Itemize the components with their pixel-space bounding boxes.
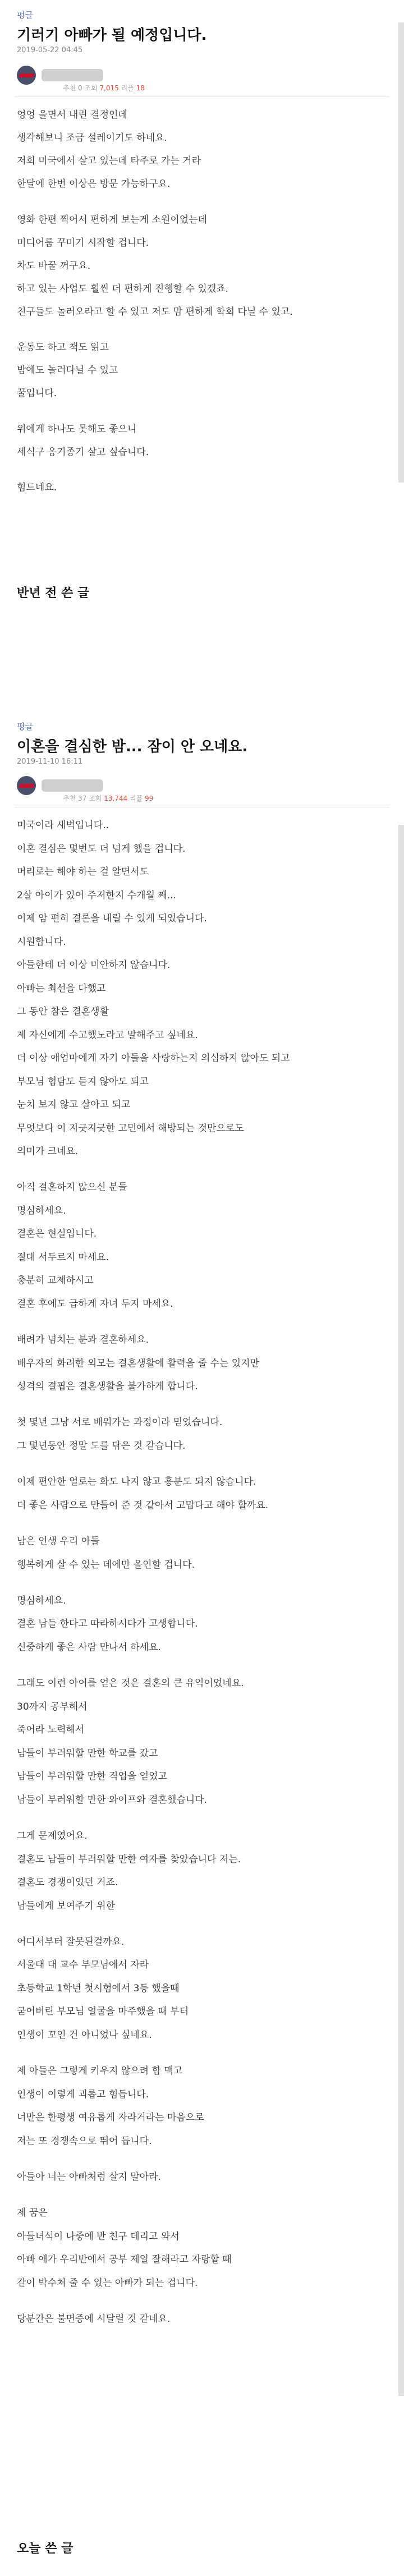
- body-line: 굳어버린 부모님 얼굴을 마주했을 때 부터: [17, 2006, 189, 2018]
- body-line: 아직 결혼하지 않으신 분들: [17, 1182, 127, 1193]
- body-line: 차도 바꿀 꺼구요.: [17, 260, 91, 272]
- body-line: 그게 문제였어요.: [17, 1830, 88, 1842]
- body-line: 제 아들은 그렇게 키우지 않으려 합 맥고: [17, 2065, 183, 2077]
- body-line: 결혼 남들 한다고 따라하시다가 고생합니다.: [17, 1618, 198, 1630]
- body-line: 명심하세요.: [17, 1595, 66, 1606]
- body-line: 하고 있는 사업도 훨씬 더 편하게 진행할 수 있겠죠.: [17, 283, 229, 295]
- comment-count: 18: [136, 84, 145, 92]
- body-line: 서울대 대 교수 부모님에서 자라: [17, 1959, 149, 1971]
- body-line: 남은 인생 우리 아들: [17, 1536, 100, 1548]
- body-line: 눈치 보지 않고 살아고 되고: [17, 1099, 131, 1110]
- body-line: 어디서부터 잘못된걸까요.: [17, 1936, 125, 1948]
- body-line: 제 꿈은: [17, 2207, 48, 2219]
- post-title: 기러기 아빠가 될 예정입니다.: [17, 27, 207, 44]
- body-line: 그 몇년동안 정말 도를 닦은 것 같습니다.: [17, 1440, 186, 1452]
- body-line: 2살 아이가 있어 주저한지 수개월 째...: [17, 889, 176, 901]
- body-line: 아빠는 최선을 다했고: [17, 982, 106, 994]
- body-line: 위에게 하나도 못해도 좋으니: [17, 423, 137, 435]
- body-line: 인생이 이렇게 괴롭고 힘듭니다.: [17, 2088, 149, 2100]
- comment-count: 99: [144, 795, 154, 802]
- body-line: 힘드네요.: [17, 482, 57, 494]
- body-line: 더 좋은 사람으로 만들어 준 것 같아서 고맙다고 해야 할까요.: [17, 1499, 269, 1511]
- body-line: 아들아 너는 아빠처럼 살지 말아라.: [17, 2171, 161, 2183]
- masked-author-name: [42, 779, 103, 792]
- body-line: 부모님 험담도 듣지 않아도 되고: [17, 1076, 149, 1087]
- body-line: 밤에도 놀러다닐 수 있고: [17, 365, 118, 376]
- body-line: 너만은 한평생 여유롭게 자라거라는 마음으로: [17, 2112, 204, 2124]
- body-line: 친구들도 놀러오라고 할 수 있고 저도 맘 편하게 학회 다닐 수 있고.: [17, 306, 293, 318]
- body-line: 남들이 부러워할 만한 학교를 갔고: [17, 1747, 158, 1759]
- post-stats: 추천 0 조회 7,015 리플 18: [63, 84, 145, 92]
- section-footer: 반년 전 쓴 글: [17, 586, 90, 600]
- body-line: 남들이 부러워할 만한 직업을 얻었고: [17, 1771, 167, 1783]
- post-card-1: [0, 0, 404, 600]
- view-count: 7,015: [99, 84, 119, 92]
- body-line: 무엇보다 이 지긋지긋한 고민에서 해방되는 것만으로도: [17, 1122, 244, 1134]
- masked-author-name: [42, 69, 103, 81]
- body-line: 아들녀석이 나중에 반 친구 데리고 와서: [17, 2230, 180, 2242]
- post-title: 이혼을 결심한 밤... 잠이 안 오네요.: [17, 738, 248, 755]
- body-line: 시원합니다.: [17, 936, 66, 948]
- body-line: 초등학교 1학년 첫시험에서 3등 했을때: [17, 1982, 180, 1994]
- body-line: 제 자신에게 수고했노라고 말해주고 싶네요.: [17, 1029, 198, 1041]
- body-line: 그 동안 참은 결혼생활: [17, 1006, 109, 1017]
- body-line: 성격의 결핍은 결혼생활을 불가하게 합니다.: [17, 1381, 198, 1393]
- body-line: 명심하세요.: [17, 1205, 66, 1216]
- body-line: 의미가 크네요.: [17, 1146, 79, 1157]
- body-line: 죽어라 노력해서: [17, 1724, 85, 1736]
- body-line: 충분히 교제하시고: [17, 1275, 94, 1287]
- scrollbar-track[interactable]: [398, 22, 404, 483]
- body-line: 30까지 공부해서: [17, 1701, 88, 1712]
- body-line: 미국이라 새벽입니다..: [17, 820, 109, 831]
- body-line: 첫 몇년 그냥 서로 배워가는 과정이라 믿었습니다.: [17, 1417, 223, 1429]
- post-category[interactable]: 펑글: [17, 722, 33, 732]
- body-line: 결혼도 경쟁이었던 거죠.: [17, 1877, 118, 1889]
- body-line: 엉엉 울면서 내린 결정인데: [17, 109, 127, 121]
- body-line: 신중하게 좋은 사람 만나서 하세요.: [17, 1641, 161, 1653]
- body-line: 그래도 이런 아이를 얻은 것은 결혼의 큰 유익이었네요.: [17, 1678, 244, 1689]
- body-line: 더 이상 애엄마에게 자기 아들을 사랑하는지 의심하지 않아도 되고: [17, 1053, 290, 1064]
- view-count: 13,744: [104, 795, 128, 802]
- body-line: 꿀입니다.: [17, 388, 57, 400]
- avatar[interactable]: [17, 66, 36, 85]
- body-line: 행복하게 살 수 있는 데에만 올인할 겁니다.: [17, 1559, 195, 1571]
- body-line: 남들이 부러워할 만한 와이프와 결혼했습니다.: [17, 1794, 208, 1806]
- body-line: 생각해보니 조금 설레이기도 하네요.: [17, 132, 167, 144]
- body-line: 한달에 한번 이상은 방문 가능하구요.: [17, 178, 171, 190]
- body-line: 결혼 후에도 급하게 자녀 두지 마세요.: [17, 1298, 173, 1310]
- body-line: 인생이 꼬인 건 아니었나 싶네요.: [17, 2029, 152, 2041]
- post-stats: 추천 37 조회 13,744 리플 99: [63, 795, 154, 802]
- post-date: 2019-11-10 16:11: [17, 757, 83, 766]
- body-line: 같이 박수쳐 줄 수 있는 아빠가 되는 겁니다.: [17, 2277, 198, 2289]
- body-line: 당분간은 불면증에 시달릴 것 같네요.: [17, 2313, 171, 2325]
- section-footer: 오늘 쓴 글: [17, 2542, 74, 2556]
- body-line: 미디어룸 꾸미기 시작할 겁니다.: [17, 237, 149, 249]
- scrollbar-track[interactable]: [398, 825, 404, 2396]
- body-line: 아들한테 더 이상 미안하지 않습니다.: [17, 959, 171, 971]
- body-line: 아빠 애가 우리반에서 공부 제일 잘해라고 자랑할 때: [17, 2254, 232, 2266]
- post-date: 2019-05-22 04:45: [17, 46, 83, 54]
- post-category[interactable]: 펑글: [17, 10, 33, 20]
- body-line: 머리로는 해야 하는 걸 알면서도: [17, 866, 149, 878]
- body-line: 이제 암 편히 결론을 내릴 수 있게 되었습니다.: [17, 913, 207, 924]
- body-line: 이제 편안한 얼로는 화도 나지 않고 흥분도 되지 않습니다.: [17, 1476, 256, 1488]
- avatar[interactable]: [17, 776, 36, 795]
- body-line: 남들에게 보여주기 위한: [17, 1900, 116, 1912]
- body-line: 이혼 결심은 몇번도 더 넘게 했을 겁니다.: [17, 843, 186, 855]
- body-line: 저희 미국에서 살고 있는데 타주로 가는 거라: [17, 155, 201, 167]
- body-line: 배려가 넘치는 분과 결혼하세요.: [17, 1334, 149, 1346]
- body-line: 세식구 옹기종기 살고 싶습니다.: [17, 446, 149, 458]
- body-line: 배우자의 화려한 외모는 결혼생활에 활력을 줄 수는 있지만: [17, 1357, 259, 1369]
- body-line: 절대 서두르지 마세요.: [17, 1251, 109, 1263]
- body-line: 결혼도 남들이 부러워할 만한 여자를 찾았습니다 저는.: [17, 1853, 241, 1865]
- body-line: 저는 또 경쟁속으로 뛰어 듭니다.: [17, 2135, 152, 2147]
- post-card-2: [0, 713, 404, 2424]
- body-line: 운동도 하고 책도 읽고: [17, 342, 109, 353]
- body-line: 결혼은 현실입니다.: [17, 1228, 97, 1240]
- body-line: 영화 한편 찍어서 편하게 보는게 소원이었는데: [17, 214, 208, 226]
